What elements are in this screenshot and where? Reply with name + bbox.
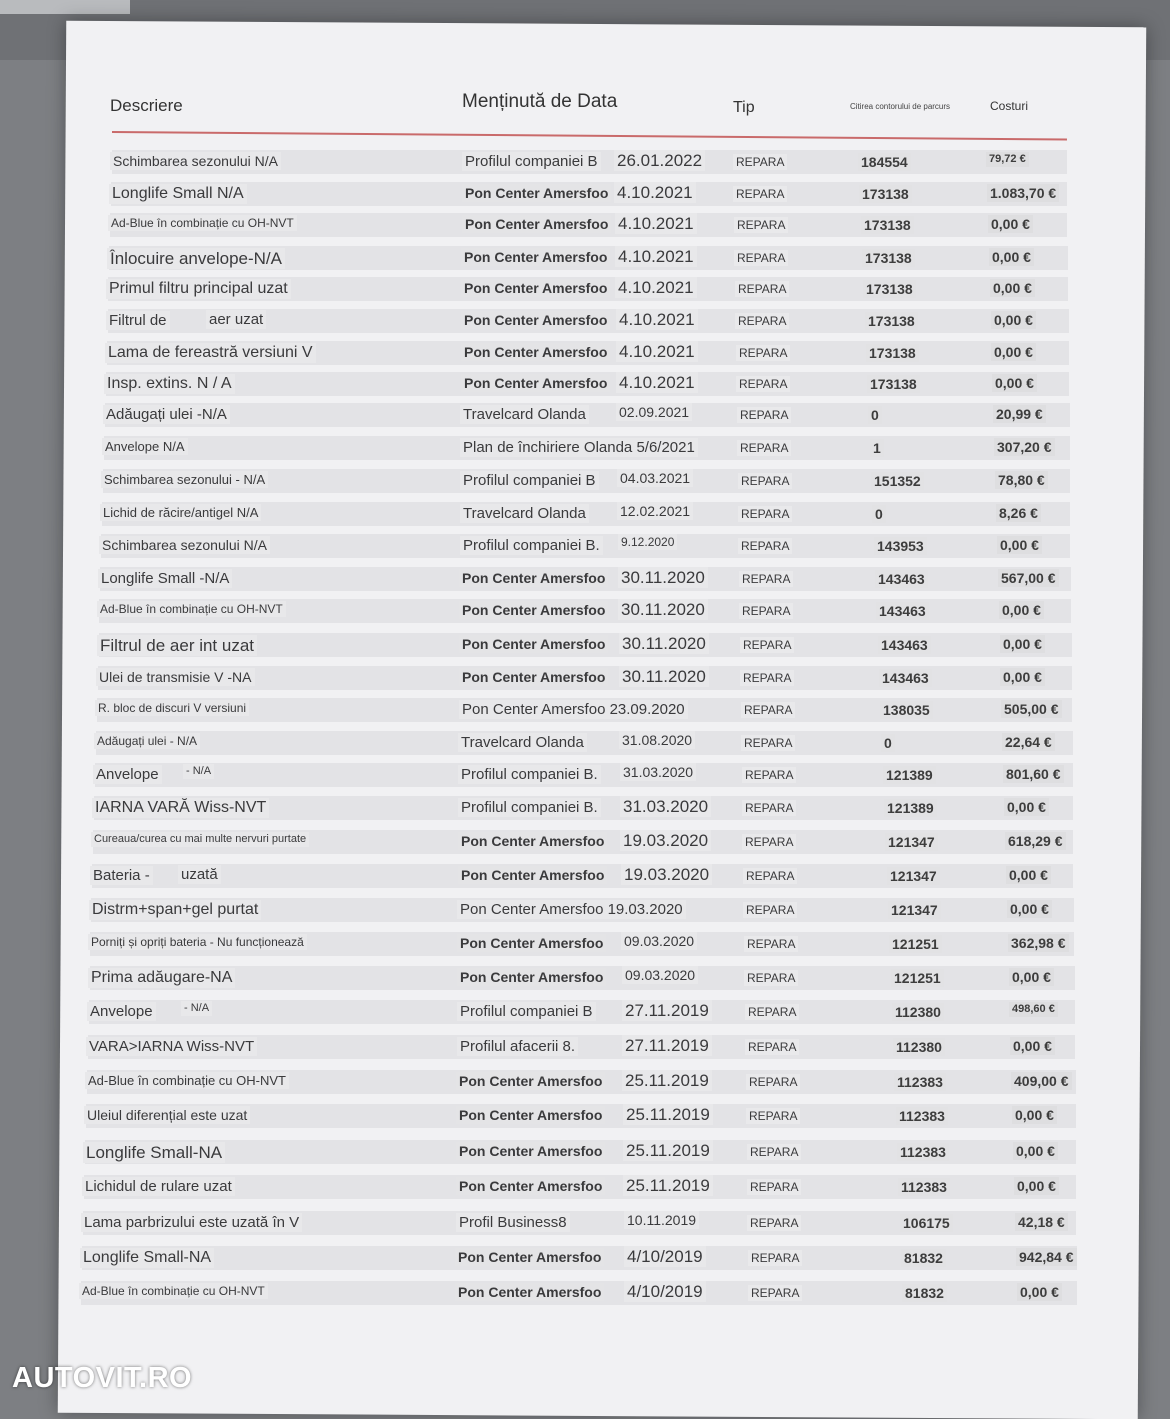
row-description: Filtrul de aer int uzat [97,635,257,656]
row-description: Lichid de răcire/antigel N/A [100,504,261,521]
row-maintained-by: Profil Business8 [456,1213,570,1232]
row-description: Lama parbrizului este uzată în V [81,1213,302,1232]
row-odometer: 121389 [883,766,936,784]
row-tip: REPARA [740,637,794,653]
row-cost: 307,20 € [994,438,1055,456]
row-maintained-by: Pon Center Amersfoo [461,311,610,329]
row-odometer: 151352 [871,472,924,490]
row-maintained-by: Profilul companiei B [457,1002,596,1021]
row-odometer: 112380 [892,1003,944,1021]
row-tip: REPARA [733,186,787,202]
row-tip: REPARA [744,970,798,986]
row-odometer: 143463 [879,669,932,687]
row-date: 30.11.2020 [618,567,708,588]
row-odometer: 0 [868,406,882,424]
row-date: 25.11.2019 [622,1070,712,1091]
row-date: 4.10.2021 [615,277,697,298]
row-maintained-by: Pon Center Amersfoo [462,184,611,202]
row-maintained-by: Pon Center Amersfoo [458,866,607,884]
row-date: 4.10.2021 [615,213,697,234]
header-data: Menținută de Data [462,91,618,112]
row-cost: 42,18 € [1015,1213,1068,1231]
row-maintained-by: Pon Center Amersfoo [459,635,608,653]
row-maintained-by: Pon Center Amersfoo [461,279,610,297]
row-maintained-by: Pon Center Amersfoo [455,1283,604,1301]
row-tip: REPARA [736,376,790,392]
row-odometer: 173138 [862,249,915,267]
row-cost: 0,00 € [1010,1037,1055,1055]
row-cost: 409,00 € [1011,1072,1072,1090]
row-cost: 801,60 € [1003,765,1064,783]
row-description-extra: uzată [178,865,221,884]
row-description: Lama de fereastră versiuni V [105,343,316,363]
row-odometer: 173138 [861,216,914,234]
row-description-extra: - N/A [183,764,214,779]
row-tip: REPARA [735,281,789,297]
row-date: 10.11.2019 [624,1211,699,1229]
row-tip: REPARA [748,1285,802,1301]
row-date: 4.10.2021 [615,246,697,267]
row-date: 25.11.2019 [623,1104,713,1125]
row-cost: 0,00 € [990,279,1035,297]
row-maintained-by: Pon Center Amersfoo [457,968,606,986]
row-description: Anvelope N/A [102,438,188,455]
row-description: Longlife Small N/A [109,184,247,204]
row-tip: REPARA [738,538,792,554]
row-cost: 362,98 € [1008,934,1069,952]
row-maintained-by: Pon Center Amersfoo [456,1106,605,1124]
row-tip: REPARA [738,506,792,522]
row-date: 30.11.2020 [619,633,709,654]
row-maintained-by: Pon Center Amersfoo 23.09.2020 [459,700,688,719]
row-cost: 0,00 € [1006,866,1051,884]
row-tip: REPARA [747,1144,801,1160]
row-odometer: 0 [881,734,895,752]
row-date: 30.11.2020 [619,666,709,687]
row-date: 31.08.2020 [619,731,695,749]
row-cost: 8,26 € [996,504,1041,522]
row-cost: 78,80 € [995,471,1048,489]
row-maintained-by: Pon Center Amersfoo [456,1142,605,1160]
row-date: 09.03.2020 [621,932,697,950]
row-tip: REPARA [735,313,789,329]
row-tip: REPARA [739,603,793,619]
row-cost: 0,00 € [991,311,1036,329]
row-maintained-by: Profilul companiei B [460,471,599,490]
header-costuri: Costuri [990,99,1029,113]
row-date: 4/10/2019 [624,1281,706,1302]
row-odometer: 1 [870,439,884,457]
row-maintained-by: Pon Center Amersfoo 19.03.2020 [457,900,686,919]
watermark-logo: AUTOVIT.RO [12,1362,193,1394]
row-odometer: 112383 [898,1178,950,1196]
row-odometer: 112380 [893,1038,945,1056]
row-cost: 498,60 € [1009,1002,1058,1017]
row-maintained-by: Pon Center Amersfoo [459,569,608,587]
row-description: Bateria - [90,866,153,885]
row-odometer: 112383 [897,1143,949,1161]
row-cost: 0,00 € [1009,968,1054,986]
row-description: Ad-Blue în combinație cu OH-NVT [108,215,297,231]
row-cost: 0,00 € [1013,1142,1058,1160]
row-tip: REPARA [734,250,788,266]
row-maintained-by: Pon Center Amersfoo [455,1248,604,1266]
row-tip: REPARA [733,154,787,170]
row-cost: 0,00 € [988,215,1033,233]
row-description: Cureaua/curea cu mai multe nervuri purtate [91,832,309,847]
row-cost: 0,00 € [992,374,1037,392]
row-description: Ad-Blue în combinație cu OH-NVT [79,1283,268,1299]
row-odometer: 106175 [900,1214,953,1232]
row-odometer: 173138 [859,185,912,203]
row-tip: REPARA [746,1108,800,1124]
row-date: 31.03.2020 [620,763,696,781]
row-cost: 505,00 € [1001,700,1062,718]
row-cost: 0,00 € [997,536,1042,554]
row-maintained-by: Travelcard Olanda [458,733,587,752]
row-odometer: 112383 [896,1107,948,1125]
row-cost: 567,00 € [998,569,1059,587]
row-description: Adăugați ulei - N/A [94,733,200,749]
row-maintained-by: Profilul companiei B. [458,765,601,784]
row-description: Longlife Small-NA [80,1248,214,1268]
row-maintained-by: Plan de închiriere Olanda 5/6/2021 [460,438,698,457]
row-tip: REPARA [736,345,790,361]
row-tip: REPARA [744,936,798,952]
row-odometer: 81832 [901,1249,946,1267]
row-cost: 22,64 € [1002,733,1055,751]
row-tip: REPARA [740,670,794,686]
row-maintained-by: Pon Center Amersfoo [461,343,610,361]
row-description: Lichidul de rulare uzat [82,1177,235,1196]
row-tip: REPARA [738,473,792,489]
row-tip: REPARA [741,735,795,751]
row-cost: 79,72 € [986,152,1029,167]
row-description: Longlife Small -N/A [98,569,232,588]
row-tip: REPARA [742,800,796,816]
row-date: 25.11.2019 [623,1140,713,1161]
row-cost: 0,00 € [1014,1177,1059,1195]
row-maintained-by: Pon Center Amersfoo [461,248,610,266]
row-odometer: 121347 [887,867,940,885]
row-date: 26.01.2022 [614,150,705,171]
row-cost: 0,00 € [1007,900,1052,918]
row-date: 12.02.2021 [617,502,693,520]
row-description: Anvelope [87,1002,156,1021]
row-maintained-by: Pon Center Amersfoo [458,832,607,850]
row-date: 19.03.2020 [620,830,711,851]
row-date: 4/10/2019 [624,1246,706,1267]
row-odometer: 121347 [888,901,941,919]
row-date: 25.11.2019 [623,1175,713,1196]
row-description: Insp. extins. N / A [104,374,235,394]
header-descriere: Descriere [110,96,183,115]
row-maintained-by: Profilul companiei B. [458,798,601,817]
row-description: Schimbarea sezonului - N/A [101,471,268,488]
row-odometer: 143463 [878,636,931,654]
row-date: 31.03.2020 [620,796,711,817]
row-tip: REPARA [737,407,791,423]
row-odometer: 121251 [889,935,942,953]
row-cost: 942,84 € [1016,1248,1077,1266]
row-odometer: 112383 [894,1073,946,1091]
row-tip: REPARA [745,1039,799,1055]
header-citirea: Citirea contorului de parcurs [850,102,951,111]
row-cost: 618,29 € [1005,832,1066,850]
header-tip: Tip [733,99,755,116]
row-tip: REPARA [741,702,795,718]
row-date: 09.03.2020 [622,966,698,984]
row-date: 4.10.2021 [616,309,698,330]
row-cost: 1.083,70 € [987,184,1059,202]
row-description: Uleiul diferențial este uzat [84,1106,250,1124]
row-cost: 0,00 € [1017,1283,1062,1301]
row-date: 19.03.2020 [621,864,712,885]
row-description: Longlife Small-NA [83,1142,225,1163]
row-odometer: 173138 [867,375,920,393]
row-maintained-by: Profilul afacerii 8. [457,1037,578,1056]
row-odometer: 121347 [885,833,938,851]
row-date: 4.10.2021 [616,341,698,362]
row-tip: REPARA [742,834,796,850]
row-cost: 0,00 € [999,601,1044,619]
row-tip: REPARA [748,1250,802,1266]
row-odometer: 173138 [866,344,919,362]
row-odometer: 81832 [902,1284,947,1302]
row-cost: 20,99 € [993,405,1046,423]
row-maintained-by: Pon Center Amersfoo [457,934,606,952]
row-description: Prima adăugare-NA [88,968,235,988]
row-description-extra: aer uzat [206,310,266,329]
row-description: IARNA VARĂ Wiss-NVT [92,798,269,818]
row-description: Ad-Blue în combinație cu OH-NVT [97,601,286,617]
row-description: Ad-Blue în combinație cu OH-NVT [85,1072,289,1089]
row-cost: 0,00 € [1000,668,1045,686]
row-description: Schimbarea sezonului N/A [110,152,281,170]
row-odometer: 143463 [876,602,929,620]
row-tip: REPARA [743,902,797,918]
row-maintained-by: Travelcard Olanda [460,504,589,523]
row-tip: REPARA [747,1179,801,1195]
row-maintained-by: Travelcard Olanda [460,405,589,424]
row-description: Ulei de transmisie V -NA [96,668,255,686]
row-cost: 0,00 € [989,248,1034,266]
row-description: Schimbarea sezonului N/A [99,536,270,554]
background-object [0,0,130,14]
row-odometer: 173138 [865,312,918,330]
row-tip: REPARA [742,767,796,783]
row-description: Porniți și opriți bateria - Nu funcționează [88,934,307,950]
row-odometer: 143463 [875,570,928,588]
row-tip: REPARA [739,571,793,587]
row-maintained-by: Pon Center Amersfoo [459,668,608,686]
row-tip: REPARA [746,1074,800,1090]
row-date: 4.10.2021 [616,372,698,393]
row-odometer: 0 [872,505,886,523]
row-description: VARA>IARNA Wiss-NVT [86,1037,257,1056]
row-maintained-by: Pon Center Amersfoo [462,215,611,233]
row-description: Anvelope [93,765,162,784]
row-odometer: 173138 [863,280,916,298]
row-date: 9.12.2020 [618,534,677,550]
row-description: Înlocuire anvelope-N/A [107,248,285,269]
row-cost: 0,00 € [1000,635,1045,653]
row-tip: REPARA [734,217,788,233]
row-description: Filtrul de [106,311,170,330]
row-date: 04.03.2021 [617,469,693,487]
row-odometer: 138035 [880,701,933,719]
row-date: 27.11.2019 [622,1035,712,1056]
row-odometer: 121251 [891,969,944,987]
row-description-extra: - N/A [181,1001,212,1016]
row-maintained-by: Profilul companiei B. [460,536,603,555]
row-date: 02.09.2021 [616,403,692,421]
row-date: 27.11.2019 [622,1000,712,1021]
row-maintained-by: Pon Center Amersfoo [461,374,610,392]
row-tip: REPARA [747,1215,801,1231]
row-description: Adăugați ulei -N/A [103,405,230,424]
row-maintained-by: Pon Center Amersfoo [456,1177,605,1195]
row-odometer: 184554 [858,153,911,171]
row-odometer: 143953 [874,537,927,555]
row-tip: REPARA [743,868,797,884]
row-description: R. bloc de discuri V versiuni [95,700,249,716]
row-cost: 0,00 € [991,343,1036,361]
row-tip: REPARA [737,440,791,456]
row-maintained-by: Pon Center Amersfoo [456,1072,605,1090]
row-date: 4.10.2021 [614,182,696,203]
row-maintained-by: Profilul companiei B [462,152,601,171]
row-tip: REPARA [745,1004,799,1020]
row-maintained-by: Pon Center Amersfoo [459,601,608,619]
row-odometer: 121389 [884,799,937,817]
row-description: Primul filtru principal uzat [106,279,291,299]
row-description: Distrm+span+gel purtat [89,900,261,920]
row-cost: 0,00 € [1012,1106,1057,1124]
row-date: 30.11.2020 [618,599,708,620]
row-cost: 0,00 € [1004,798,1049,816]
